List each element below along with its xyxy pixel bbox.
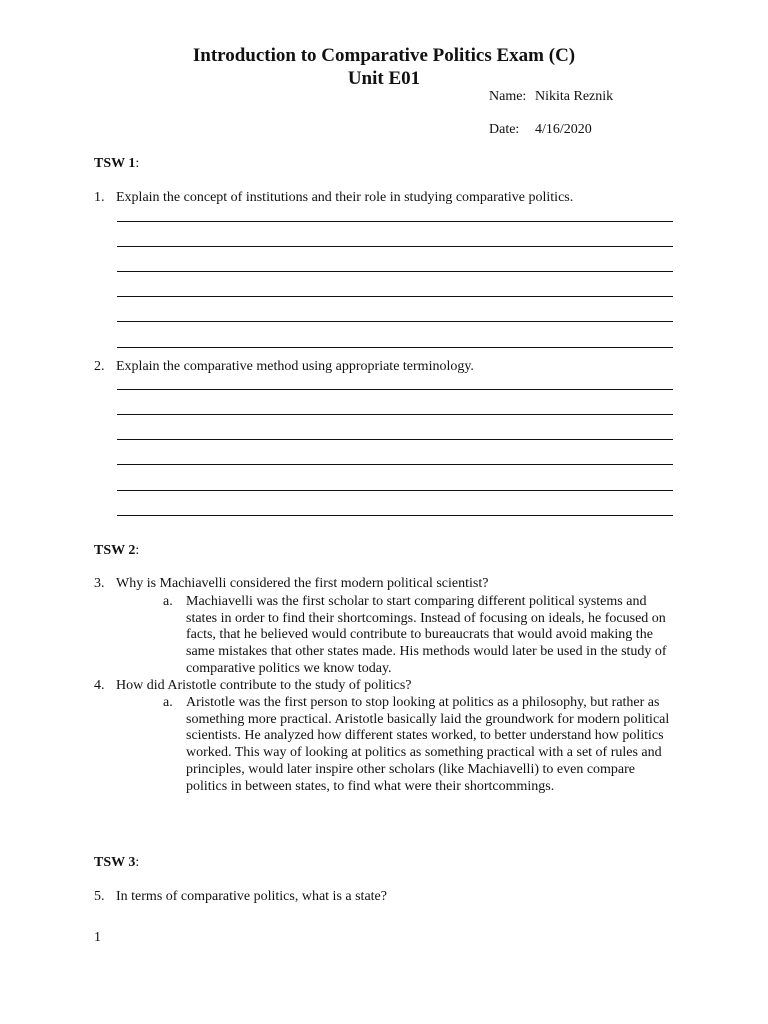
section-heading-text: TSW 1 bbox=[94, 156, 136, 171]
date-value: 4/16/2020 bbox=[535, 122, 592, 137]
answer-line[interactable] bbox=[117, 464, 673, 465]
question-text: Why is Machiavelli considered the first modern political scientist? bbox=[116, 576, 489, 591]
answer-line[interactable] bbox=[117, 490, 673, 491]
question-number: 2. bbox=[94, 359, 105, 374]
name-value: Nikita Reznik bbox=[535, 89, 614, 104]
exam-title-line-1: Introduction to Comparative Politics Exam (C) bbox=[192, 45, 576, 66]
answer-line[interactable] bbox=[117, 321, 673, 322]
answer-text: Aristotle was the first person to stop looking at politics as a philosophy, but rather as something more practical. Aristotle basically laid the groundwork for modern political scientists. He analyzed how different states worked, to better understand how politics worked. This way of looking at politics as something practical with a set of rules and principles, would later inspire other scholars (like Machiavelli) to even compare politics in between states, to find what were their shortcommings. bbox=[186, 695, 670, 794]
question-number: 5. bbox=[94, 889, 105, 904]
section-heading-colon: : bbox=[135, 855, 140, 870]
answer-line[interactable] bbox=[117, 439, 673, 440]
section-heading-text: TSW 3 bbox=[94, 855, 136, 870]
exam-date-field bbox=[489, 122, 592, 138]
section-heading-colon: : bbox=[135, 156, 140, 171]
answer-line[interactable] bbox=[117, 515, 673, 516]
question-number: 3. bbox=[94, 576, 105, 591]
answer-line[interactable] bbox=[117, 389, 673, 390]
date-label: Date: bbox=[489, 122, 520, 137]
question-text: Explain the concept of institutions and their role in studying comparative politics. bbox=[116, 190, 574, 205]
student-name-field bbox=[489, 89, 613, 105]
answer-label: a. bbox=[163, 695, 173, 710]
section-heading-tsw-1 bbox=[94, 156, 139, 172]
exam-unit-title: Unit E01 bbox=[347, 68, 421, 89]
answer-text: Machiavelli was the first scholar to start comparing different political systems and states in order to find their shortcomings. Instead of focusing on ideals, he focused on facts, that he believed would contribute to bureaucrats that would avoid making the same mistakes that other states made. His methods would later be used in the study of comparative politics we know today. bbox=[186, 594, 667, 676]
section-heading-tsw-3 bbox=[94, 855, 139, 871]
name-label: Name: bbox=[489, 89, 527, 104]
question-text: Explain the comparative method using appropriate terminology. bbox=[116, 359, 474, 374]
section-heading-tsw-2 bbox=[94, 543, 139, 559]
answer-line[interactable] bbox=[117, 246, 673, 247]
section-heading-text: TSW 2 bbox=[94, 543, 136, 558]
answer-line[interactable] bbox=[117, 347, 673, 348]
answer-line[interactable] bbox=[117, 296, 673, 297]
answer-line[interactable] bbox=[117, 221, 673, 222]
answer-line[interactable] bbox=[117, 271, 673, 272]
answer-label: a. bbox=[163, 594, 173, 609]
question-text: In terms of comparative politics, what is a state? bbox=[116, 889, 387, 904]
question-text: How did Aristotle contribute to the study of politics? bbox=[116, 678, 412, 693]
question-number: 4. bbox=[94, 678, 105, 693]
section-heading-colon: : bbox=[135, 543, 140, 558]
question-number: 1. bbox=[94, 190, 105, 205]
page-number: 1 bbox=[94, 930, 101, 945]
answer-line[interactable] bbox=[117, 414, 673, 415]
